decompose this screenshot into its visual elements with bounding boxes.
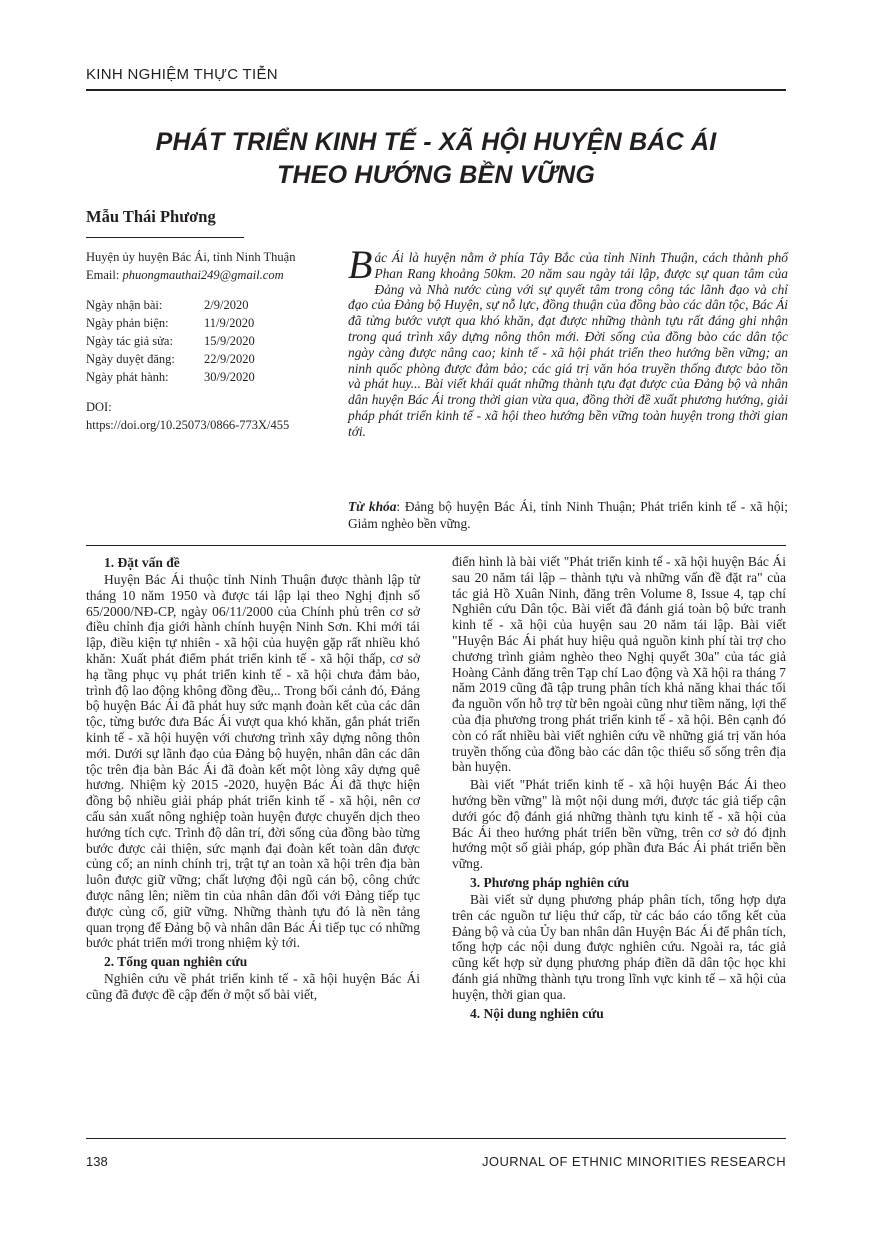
journal-name: JOURNAL OF ETHNIC MINORITIES RESEARCH — [482, 1154, 786, 1169]
date-label: Ngày phát hành: — [86, 370, 169, 384]
paragraph: điển hình là bài viết "Phát triển kinh tế - xã hội huyện Bác Ái sau 20 năm tái lập – thành tựu và những vấn đề đặt ra" của tác giả Hồ Xuân Ninh, đăng trên Volume 8, Issue 4, tạp chí Nghiên cứu Dân tộc. Bài viết đã đánh giá toàn bộ bức tranh kinh tế - xã hội của huyện sau 20 năm tái lập. Bài viết "Huyện Bác Ái phát huy hiệu quả nguồn kinh phí tài trợ cho chương trình giảm nghèo theo Nghị quyết 30a" của tác giả Hoàng Cảnh đăng trên Tạp chí Lao động và Xã hội ra tháng 7 năm 2019 cũng đã tập trung phân tích khả năng khai thác tối đa nguồn vốn hỗ trợ từ bên ngoài cũng như tiềm năng, lợi thế của địa phương trong phát triển kinh tế - xã hội. Bên cạnh đó còn có rất nhiều bài viết nghiên cứu về những giá trị văn hóa truyền thống của đồng bào các dân tộc thiểu số sống trên địa bàn huyện. — [452, 554, 786, 775]
heading-content: 4. Nội dung nghiên cứu — [470, 1005, 604, 1021]
date-label: Ngày nhận bài: — [86, 298, 163, 312]
date-label: Ngày tác giả sửa: — [86, 334, 173, 348]
abstract — [348, 242, 788, 440]
date-value: 30/9/2020 — [204, 370, 255, 384]
date-value: 22/9/2020 — [204, 352, 255, 366]
keywords-text: : Đảng bộ huyện Bác Ái, tỉnh Ninh Thuận; Phát triển kinh tế - xã hội; Giảm nghèo bền vững. — [348, 499, 788, 531]
author-rule — [86, 237, 244, 238]
date-value: 11/9/2020 — [204, 316, 255, 330]
paragraph: Huyện Bác Ái thuộc tỉnh Ninh Thuận được thành lập từ tháng 10 năm 1950 và được tái lập lại theo Nghị định số 65/2000/NĐ-CP, ngày 06/11/2000 của Chính phủ trên cơ sở điều chỉnh địa giới hành chính huyện Ninh Sơn. Khi mới tái lập, điều kiện tự nhiên - xã hội của huyện gặp rất nhiều khó khăn: Xuất phát điểm phát triển kinh tế - xã hội thấp, cơ sở hạ tầng phục vụ phát triển kinh tế - xã hội chưa đảm bảo, trình độ lao động không đồng đều,.. Trong bối cảnh đó, Đảng bộ huyện Bác Ái đã phát huy sức mạnh đoàn kết của các dân tộc, từng bước đưa Bác Ái vượt qua khó khăn, gắn phát triển kinh tế - xã hội huyện với chương trình xây dựng nông thôn mới. Dưới sự lãnh đạo của Đảng bộ huyện, nhân dân các dân tộc trên địa bàn Bác Ái đã đoàn kết một lòng xây dựng quê hương. Nhiệm kỳ 2015 -2020, huyện Bác Ái đã thực hiện đồng bộ nhiều giải pháp phát triển kinh tế - xã hội, nên cơ cấu sản xuất nông nghiệp toàn huyện được chuyển dịch theo hướng tích cực. Trình độ dân trí, đời sống của đồng bào từng bước được cải thiện, sức mạnh đại đoàn kết toàn dân được củng cố; an ninh chính trị, trật tự an toàn xã hội trên địa bàn luôn được giữ vững; chất lượng đội ngũ cán bộ, công chức được nâng lên; niềm tin của nhân dân đối với Đảng tiếp tục được củng cố, giữ vững. Những thành tựu đó là nền tảng quan trọng để Đảng bộ và nhân dân Bác Ái tiếp tục có những bước phát triển mới trong nhiệm kỳ tới. — [86, 572, 420, 951]
date-row — [86, 368, 348, 386]
abstract-drop-cap: B — [348, 242, 373, 287]
doi-link[interactable]: https://doi.org/10.25073/0866-773X/455 — [86, 418, 290, 432]
page-number: 138 — [86, 1154, 108, 1169]
article-title — [86, 126, 786, 192]
title-line-1: PHÁT TRIỂN KINH TẾ - XÃ HỘI HUYỆN BÁC ÁI — [155, 128, 717, 156]
heading-introduction: 1. Đặt vấn đề — [104, 555, 180, 570]
doi-block — [86, 398, 348, 434]
article-meta — [86, 248, 348, 434]
header-rule — [86, 89, 786, 91]
dates-list — [86, 296, 348, 386]
affiliation: Huyện ủy huyện Bác Ái, tỉnh Ninh Thuận — [86, 250, 296, 264]
date-label: Ngày duyệt đăng: — [86, 352, 175, 366]
body-column-right — [452, 554, 786, 1023]
paragraph: Nghiên cứu về phát triển kinh tế - xã hội huyện Bác Ái cũng đã được đề cập đến ở một số bài viết, — [86, 971, 420, 1002]
date-row — [86, 350, 348, 368]
abstract-divider — [86, 545, 786, 546]
keywords — [348, 498, 788, 532]
abstract-text: ác Ái là huyện nằm ở phía Tây Bắc của tỉnh Ninh Thuận, cách thành phố Phan Rang khoảng 50km. 20 năm sau ngày tái lập, được sự quan tâm của Đảng và Nhà nước cùng với sự quyết tâm trong công tác lãnh đạo và chỉ đạo của Đảng bộ Huyện, sự nỗ lực, đồng thuận của đồng bào các dân tộc, Bác Ái đã từng bước vượt qua khó khăn, đạt được những thành tựu rất đáng ghi nhận trong quá trình xây dựng nông thôn mới. Đời sống của đồng bào các dân tộc ngày càng được nâng cao; kinh tế - xã hội phát triển theo hướng bền vững; an ninh quốc phòng được đảm bảo; các giá trị văn hóa truyền thống được bảo tồn và phát huy... Bài viết khái quát những thành tựu đạt được của Đảng bộ và nhân dân huyện Bác Ái trong thời gian vừa qua, đồng thời đề xuất phương hướng, giải pháp phát triển kinh tế - xã hội theo hướng bền vững toàn huyện trong thời gian tới. — [348, 250, 788, 439]
author-name: Mẫu Thái Phương — [86, 207, 216, 226]
title-line-2: THEO HƯỚNG BỀN VỮNG — [277, 161, 595, 189]
date-row — [86, 314, 348, 332]
date-row — [86, 296, 348, 314]
email-line — [86, 266, 348, 284]
section-label: KINH NGHIỆM THỰC TIỄN — [86, 66, 278, 83]
footer-rule — [86, 1138, 786, 1139]
date-label: Ngày phản biện: — [86, 316, 169, 330]
date-row — [86, 332, 348, 350]
email-label: Email: — [86, 268, 120, 282]
body-column-left — [86, 554, 420, 1005]
doi-label: DOI: — [86, 400, 112, 414]
heading-methods: 3. Phương pháp nghiên cứu — [470, 874, 630, 890]
keywords-label: Từ khóa — [348, 499, 397, 514]
heading-literature-review: 2. Tổng quan nghiên cứu — [104, 954, 248, 970]
email-link[interactable]: phuongmauthai249@gmail.com — [122, 268, 284, 282]
paragraph: Bài viết sử dụng phương pháp phân tích, tổng hợp dựa trên các nguồn tư liệu thứ cấp, từ các báo cáo tổng kết của Đảng bộ và của Ủy ban nhân dân Huyện Bác Ái để phân tích, tổng hợp các nội dung được nghiên cứu. Ngoài ra, tác giả cũng kết hợp sử dụng phương pháp điền dã dân tộc học khi đánh giá những thành tựu trong lĩnh vực kinh tế – xã hội của huyện, thời gian qua. — [452, 891, 786, 1002]
date-value: 15/9/2020 — [204, 334, 255, 348]
paragraph: Bài viết "Phát triển kinh tế - xã hội huyện Bác Ái theo hướng bền vững" là một nội dung mới, được tác giả tiếp cận dưới góc độ đánh giá những thành tựu kinh tế - xã hội của Bác Ái theo hướng phát triển bền vững, trên cơ sở đó định hướng một số giải pháp, góp phần đưa Bác Ái phát triển bền vững. — [452, 777, 786, 872]
date-value: 2/9/2020 — [204, 298, 249, 312]
